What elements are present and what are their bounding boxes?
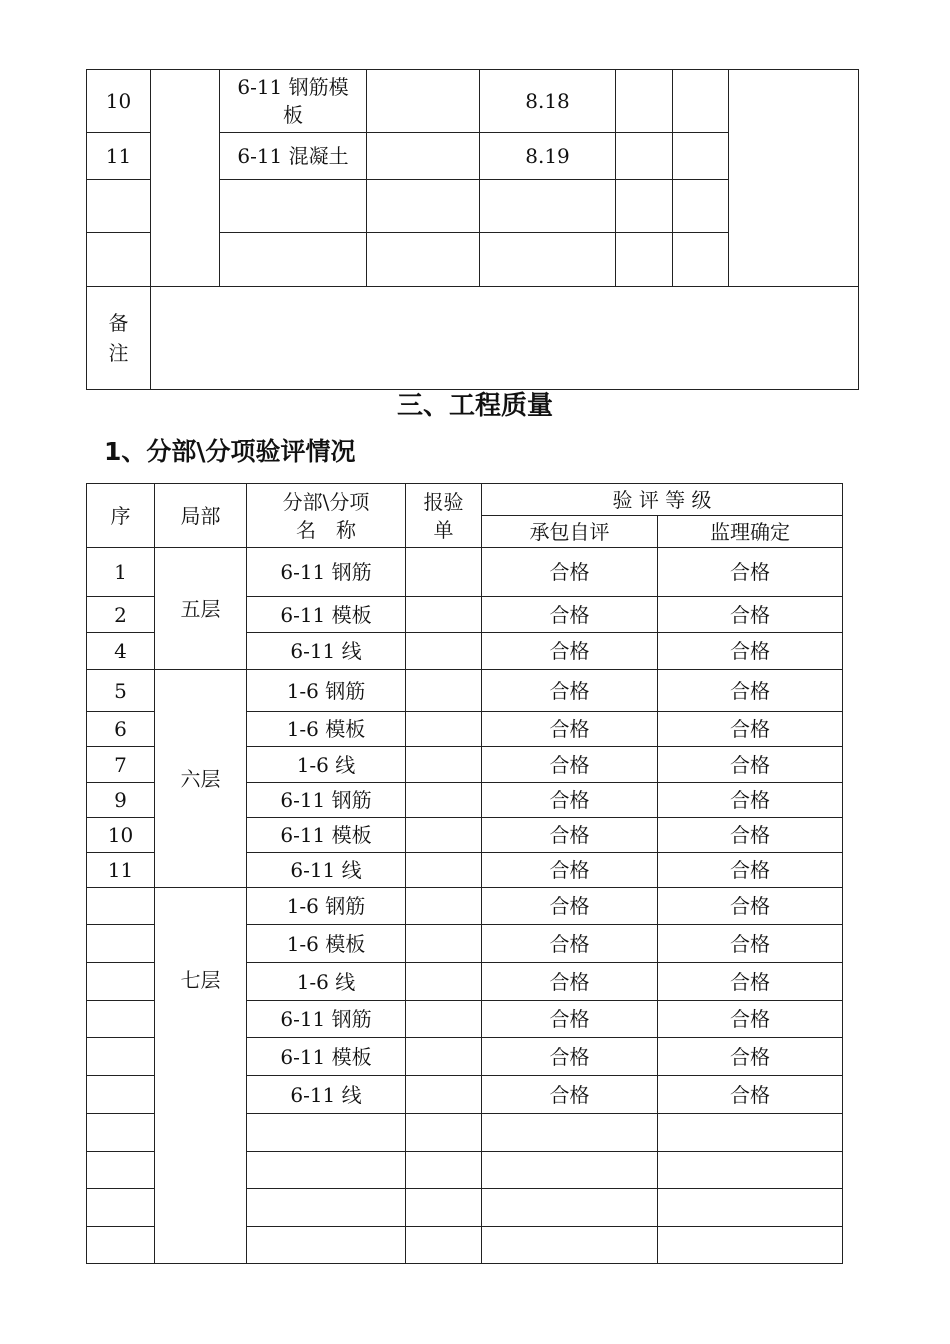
header-report-line1: 报验 [423,489,464,514]
supervisor-cell: 合格 [658,925,843,963]
row-number [87,1227,155,1264]
item-cell: 1-6 线 [247,963,406,1001]
header-item [247,484,406,548]
supervisor-cell [658,1227,843,1264]
self-eval-cell: 合格 [482,548,658,597]
item-cell: 6-11 模板 [247,1038,406,1076]
header-supervisor: 监理确定 [658,516,843,548]
supervisor-cell: 合格 [658,633,843,670]
report-cell [406,633,482,670]
self-eval-cell: 合格 [482,888,658,925]
item-cell: 1-6 线 [247,747,406,783]
supervisor-cell [658,1152,843,1189]
item-cell: 6-11 钢筋 [247,548,406,597]
subsection-title: 1、分部\分项验评情况 [104,437,356,466]
item-cell: 6-11 模板 [247,597,406,633]
row-number [87,963,155,1001]
report-cell [406,712,482,747]
floor-cell: 六层 [155,670,247,888]
self-eval-cell: 合格 [482,747,658,783]
header-grade: 验 评 等 级 [482,484,843,516]
item-cell: 1-6 模板 [247,925,406,963]
report-cell [406,925,482,963]
report-cell [406,818,482,853]
supervisor-cell: 合格 [658,963,843,1001]
table-row [87,888,843,925]
self-eval-cell [482,1189,658,1227]
self-eval-cell: 合格 [482,670,658,712]
self-eval-cell: 合格 [482,925,658,963]
item-cell: 6-11 线 [247,853,406,888]
group-cell [151,70,220,287]
row-number: 6 [87,712,155,747]
quality-table [86,483,843,1264]
item-cell [220,233,367,287]
date-cell: 8.18 [480,70,616,133]
self-eval-cell: 合格 [482,853,658,888]
table-row [87,548,843,597]
item-cell: 6-11 线 [247,633,406,670]
row-number: 11 [87,853,155,888]
row-number [87,180,151,233]
item-cell: 6-11 混凝土 [220,133,367,180]
section-title: 三、工程质量 [396,391,553,421]
self-eval-cell: 合格 [482,712,658,747]
supervisor-cell: 合格 [658,670,843,712]
self-eval-cell: 合格 [482,597,658,633]
blank-cell [616,70,673,133]
supervisor-cell: 合格 [658,747,843,783]
self-eval-cell [482,1114,658,1152]
row-number [87,233,151,287]
self-eval-cell [482,1152,658,1189]
date-cell: 8.19 [480,133,616,180]
supervisor-cell: 合格 [658,853,843,888]
row-number: 11 [87,133,151,180]
supervisor-cell: 合格 [658,783,843,818]
report-cell [406,597,482,633]
row-number: 1 [87,548,155,597]
item-cell [247,1227,406,1264]
report-cell [406,853,482,888]
blank-cell [616,180,673,233]
row-number: 2 [87,597,155,633]
item-label: 6-11 钢筋模板 [237,75,349,127]
item-cell: 6-11 模板 [247,818,406,853]
supervisor-cell: 合格 [658,888,843,925]
item-cell: 1-6 钢筋 [247,670,406,712]
self-eval-cell: 合格 [482,1076,658,1114]
report-cell [406,1001,482,1038]
supervisor-cell: 合格 [658,597,843,633]
report-cell [406,1227,482,1264]
item-cell [247,1189,406,1227]
row-number [87,888,155,925]
date-cell [480,233,616,287]
blank-cell [673,133,729,180]
floor-cell: 五层 [155,548,247,670]
row-number: 7 [87,747,155,783]
self-eval-cell: 合格 [482,818,658,853]
report-cell [406,548,482,597]
blank-cell [367,133,480,180]
row-number [87,1076,155,1114]
header-report-line2: 单 [433,517,454,542]
row-number [87,1189,155,1227]
blank-cell [673,70,729,133]
row-number: 9 [87,783,155,818]
report-cell [406,747,482,783]
row-number: 5 [87,670,155,712]
header-item-line2: 名 称 [296,517,356,542]
header-report [406,484,482,548]
table-row [87,70,859,133]
item-cell: 6-11 钢筋 [247,783,406,818]
report-cell [406,1189,482,1227]
supervisor-cell [658,1189,843,1227]
supervisor-cell: 合格 [658,1076,843,1114]
header-part: 局部 [155,484,247,548]
remark-label-cell [87,287,151,390]
schedule-table [86,69,859,390]
row-number [87,1114,155,1152]
report-cell [406,1114,482,1152]
floor-cell: 七层 [155,888,247,1264]
item-cell: 1-6 模板 [247,712,406,747]
supervisor-cell: 合格 [658,818,843,853]
supervisor-cell: 合格 [658,712,843,747]
header-seq: 序 [87,484,155,548]
blank-cell [367,233,480,287]
report-cell [406,963,482,1001]
header-row [87,484,843,516]
item-cell [247,1114,406,1152]
report-cell [406,783,482,818]
item-cell [220,180,367,233]
row-number [87,1038,155,1076]
header-self-eval: 承包自评 [482,516,658,548]
report-cell [406,888,482,925]
blank-cell [673,233,729,287]
blank-cell [367,180,480,233]
report-cell [406,1038,482,1076]
blank-cell [673,180,729,233]
self-eval-cell: 合格 [482,1001,658,1038]
row-number: 10 [87,70,151,133]
remark-content [151,287,859,390]
blank-cell [729,70,859,287]
blank-cell [367,70,480,133]
item-cell: 1-6 钢筋 [247,888,406,925]
row-number [87,1152,155,1189]
report-cell [406,1152,482,1189]
supervisor-cell: 合格 [658,1001,843,1038]
remark-label: 备注 [108,311,129,365]
row-number: 4 [87,633,155,670]
row-number [87,925,155,963]
blank-cell [616,233,673,287]
self-eval-cell: 合格 [482,783,658,818]
item-cell [247,1152,406,1189]
item-cell: 6-11 钢筋 [247,1001,406,1038]
date-cell [480,180,616,233]
remark-row [87,287,859,390]
self-eval-cell: 合格 [482,963,658,1001]
blank-cell [616,133,673,180]
report-cell [406,670,482,712]
self-eval-cell [482,1227,658,1264]
header-item-line1: 分部\分项 [282,489,370,514]
self-eval-cell: 合格 [482,633,658,670]
supervisor-cell: 合格 [658,1038,843,1076]
supervisor-cell [658,1114,843,1152]
item-cell: 6-11 线 [247,1076,406,1114]
report-cell [406,1076,482,1114]
row-number [87,1001,155,1038]
item-cell [220,70,367,133]
table-row [87,670,843,712]
row-number: 10 [87,818,155,853]
supervisor-cell: 合格 [658,548,843,597]
self-eval-cell: 合格 [482,1038,658,1076]
